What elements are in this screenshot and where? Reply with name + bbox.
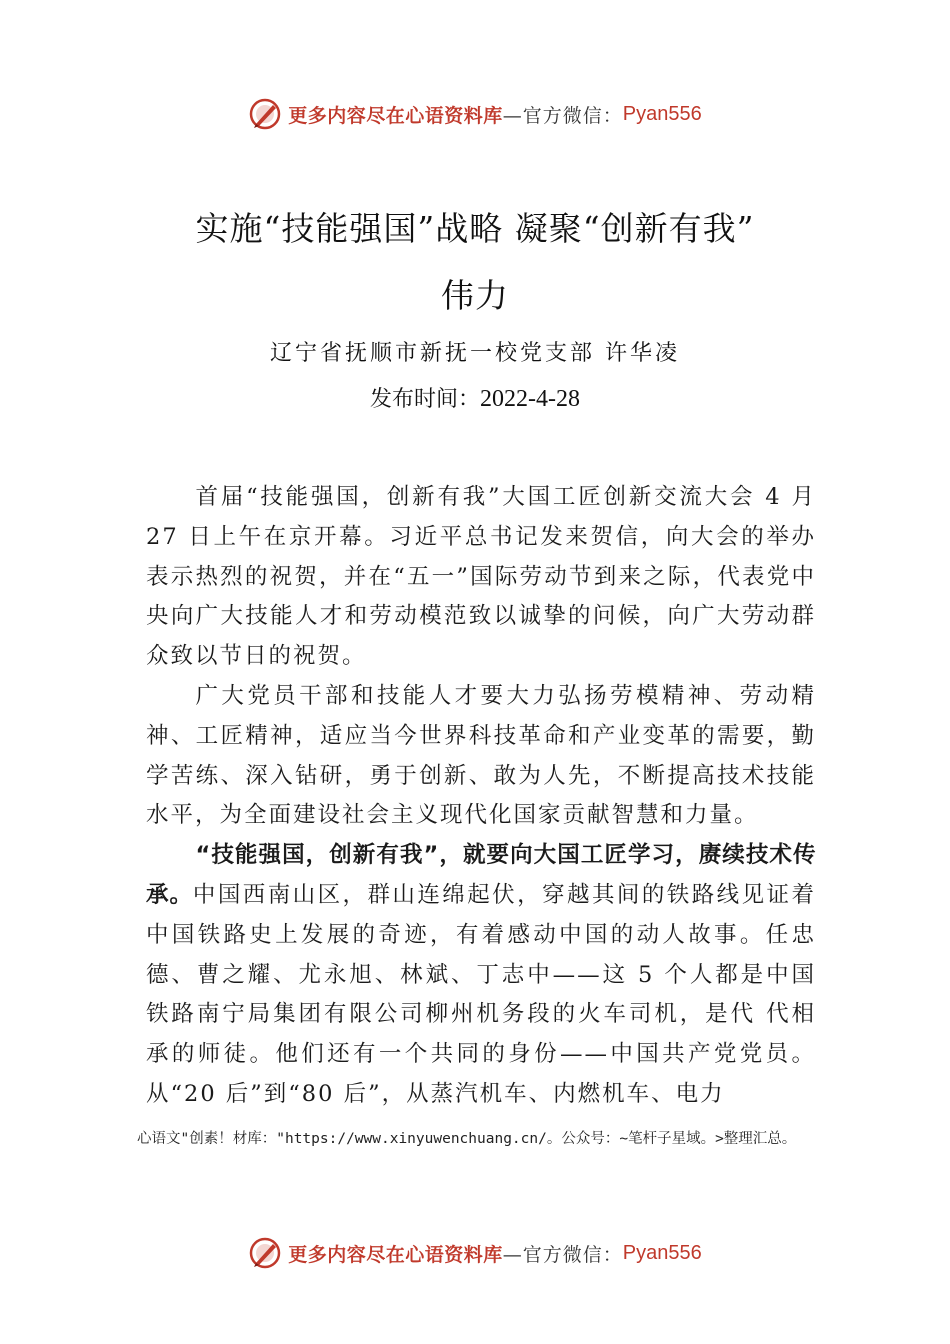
publish-date [0, 382, 950, 413]
footer-banner [0, 1233, 950, 1273]
banner-brand: 更多内容尽在心语资料库 [288, 104, 503, 127]
article-title-line-2: 伟力 [441, 276, 509, 315]
footer-banner-contact-label: —官方微信： [502, 1243, 623, 1266]
pen-logo-icon [248, 1236, 282, 1270]
article-body [146, 478, 816, 1115]
paragraph-1: 首届“技能强国，创新有我”大国工匠创新交流大会 4 月 27 日上午在京开幕。习近平总书记发来贺信，向大会的举办表示热烈的祝贺，并在“五一”国际劳动节到来之际，代表党中央向广大技能人才和劳动模范致以诚挚的问候，向广大劳动群众致以节日的祝贺。 [146, 484, 816, 670]
paragraph-3-text: 中国西南山区，群山连绵起伏，穿越其间的铁路线见证着中国铁路史上发展的奇迹，有着感动中国的动人故事。任忠德、曹之耀、尤永旭、林斌、丁志中——这 5 个人都是中国铁路南宁局集团有限公司柳州机务段的火车司机，是代 代相承的师徒。他们还有一个共同的身份——中国共产党党员。从“20 后”到“80 后”，从蒸汽机车、内燃机车、电力 [146, 881, 816, 1107]
paragraph-3 [146, 836, 816, 1115]
source-footnote: 心语文"创素！材库："https://www.xinyuwenchuang.cn/。公众号：~笔杆子星域。>整理汇总。 [137, 1131, 797, 1147]
paragraph-3-lead: “技能强国，创新有我”，就要向大国工匠学习，赓续技术传承。 [146, 842, 816, 908]
banner-wechat-id: Pyan556 [622, 102, 702, 125]
footer-banner-brand: 更多内容尽在心语资料库 [288, 1243, 503, 1266]
header-banner [0, 94, 950, 134]
footer-banner-wechat-id: Pyan556 [622, 1241, 702, 1264]
article-title-line-1: 实施“技能强国”战略 凝聚“创新有我” [195, 209, 755, 248]
publish-date-value: 2022-4-28 [480, 386, 580, 412]
paragraph-2: 广大党员干部和技能人才要大力弘扬劳模精神、劳动精神、工匠精神，适应当今世界科技革命和产业变革的需要，勤学苦练、深入钻研，勇于创新、敢为人先，不断提高技术技能水平，为全面建设社会主义现代化国家贡献智慧和力量。 [146, 682, 816, 829]
pen-logo-icon [248, 97, 282, 131]
author-line: 辽宁省抚顺市新抚一校党支部 许华凌 [270, 341, 680, 366]
banner-contact-label: —官方微信： [502, 104, 623, 127]
publish-date-label: 发布时间： [370, 387, 481, 412]
